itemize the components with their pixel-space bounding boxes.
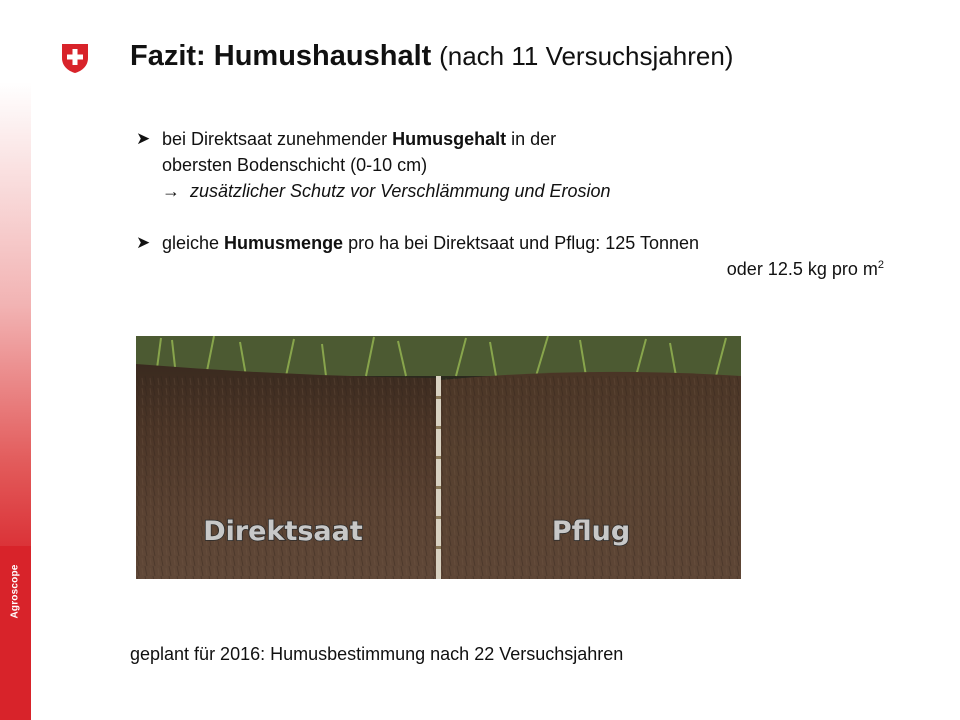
photo-label-left: Direktsaat — [203, 516, 363, 547]
bullet-conclusion — [162, 178, 916, 204]
planned-note: geplant für 2016: Humusbestimmung nach 22 Versuchsjahren — [130, 644, 624, 664]
photo-label-right: Pflug — [551, 516, 631, 547]
bullet-text: oder 12.5 kg pro m — [726, 259, 878, 279]
bullet-list — [136, 126, 916, 282]
superscript: 2 — [877, 259, 884, 271]
bullet-line — [162, 256, 916, 282]
arrow-right-icon: → — [162, 181, 180, 201]
bullet-bold: Humusgehalt — [392, 129, 507, 149]
bullet-text: gleiche — [162, 233, 225, 253]
bullet-line: obersten Bodenschicht (0-10 cm) — [162, 155, 428, 175]
bullet-bold: Humusmenge — [224, 233, 344, 253]
bullet-text: bei Direktsaat zunehmender — [162, 129, 393, 149]
soil-profile-photo — [136, 336, 741, 579]
page-title — [130, 40, 733, 73]
swiss-shield-icon — [60, 42, 90, 74]
bullet-text: pro ha bei Direktsaat und Pflug: 125 Tonnen — [343, 233, 699, 253]
title-main: Fazit: Humushaushalt — [130, 40, 432, 72]
arrowhead-bullet-icon: ➤ — [136, 129, 151, 148]
title-sub: (nach 11 Versuchsjahren) — [439, 41, 734, 71]
brand-label: Agroscope — [10, 563, 22, 619]
bullet-humusmenge — [136, 230, 916, 282]
bullet-line — [162, 230, 916, 256]
bullet-humusgehalt — [136, 126, 916, 204]
soil-profile-image — [136, 336, 741, 579]
bullet-text: zusätzlicher Schutz vor Verschlämmung und Erosion — [190, 181, 611, 201]
brand-tab — [0, 546, 31, 636]
bullet-text: in der — [506, 129, 557, 149]
bullet-line — [162, 126, 916, 152]
arrowhead-bullet-icon: ➤ — [136, 233, 151, 252]
